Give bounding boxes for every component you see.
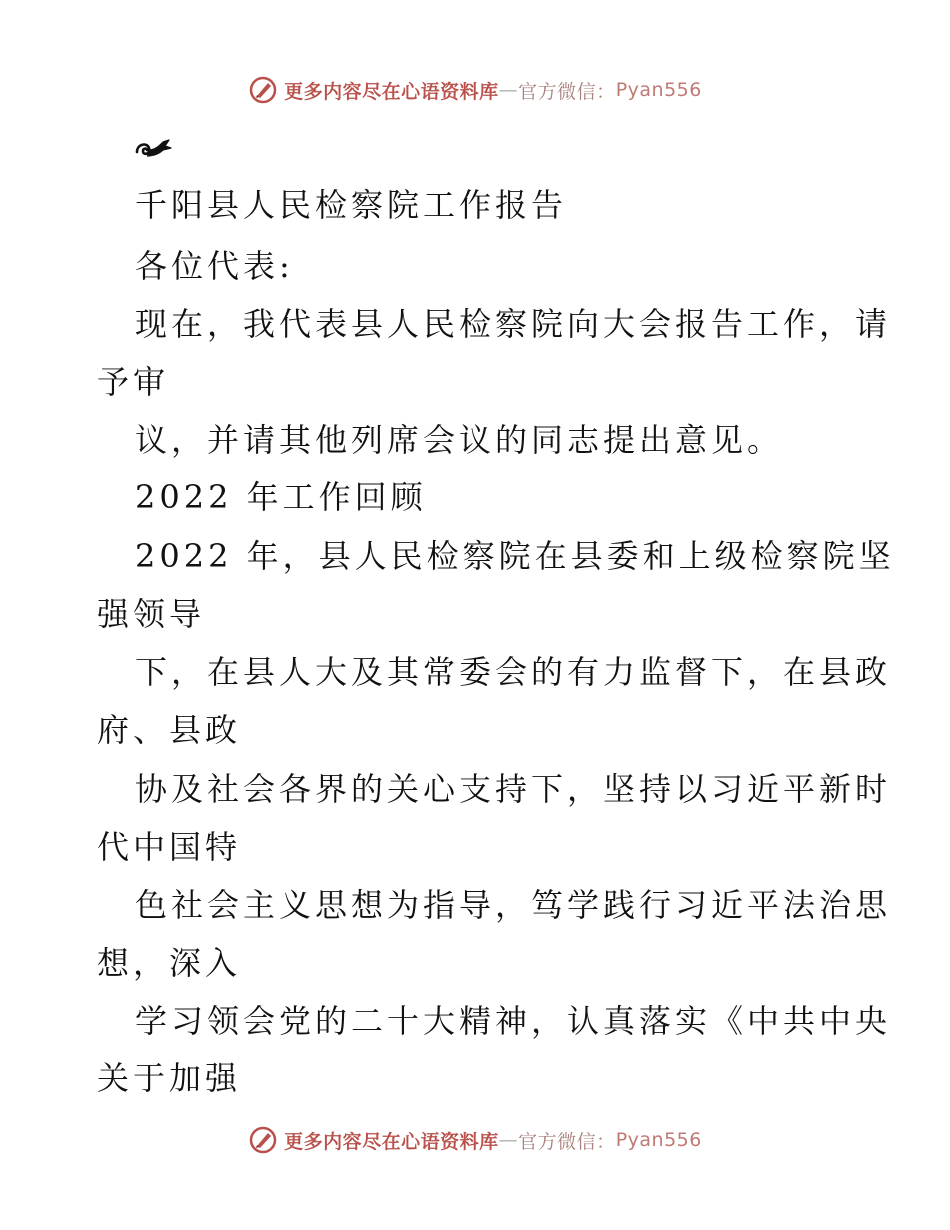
watermark-separator: — [498,1129,519,1151]
paragraph-line: 府、县政 [97,711,242,749]
brand-logo-icon [248,75,278,105]
paragraph-line: 色社会主义思想为指导，笃学践行习近平法治思 [135,886,892,924]
watermark-label: 官方微信： [518,1130,616,1153]
watermark-label: 官方微信： [518,80,616,103]
paragraph-line: 下，在县人大及其常委会的有力监督下，在县政 [135,653,892,691]
footer-watermark [0,1120,950,1160]
paragraph-line: 想，深入 [97,944,242,982]
watermark-id: Pyan556 [615,79,702,101]
paragraph-line: 关于加强 [97,1059,242,1097]
watermark-brand: 更多内容尽在心语资料库 [284,80,499,103]
paragraph-line: 强领导 [97,595,206,633]
watermark-id: Pyan556 [615,1129,702,1151]
section-heading: 2022 年工作回顾 [135,478,427,516]
watermark-brand: 更多内容尽在心语资料库 [284,1130,499,1153]
decorative-ornament-icon [133,136,173,162]
header-watermark [0,70,950,110]
paragraph-line: 学习领会党的二十大精神，认真落实《中共中央 [135,1002,892,1040]
paragraph-line: 议，并请其他列席会议的同志提出意见。 [135,421,784,459]
salutation: 各位代表: [135,247,294,285]
paragraph-line: 协及社会各界的关心支持下，坚持以习近平新时 [135,770,892,808]
paragraph-line: 2022 年，县人民检察院在县委和上级检察院坚 [135,537,895,575]
brand-logo-icon [248,1125,278,1155]
paragraph-line: 予审 [97,363,170,401]
paragraph-line: 现在，我代表县人民检察院向大会报告工作，请 [135,305,892,343]
watermark-separator: — [498,79,519,101]
paragraph-line: 代中国特 [97,828,242,866]
document-title: 千阳县人民检察院工作报告 [135,186,568,224]
